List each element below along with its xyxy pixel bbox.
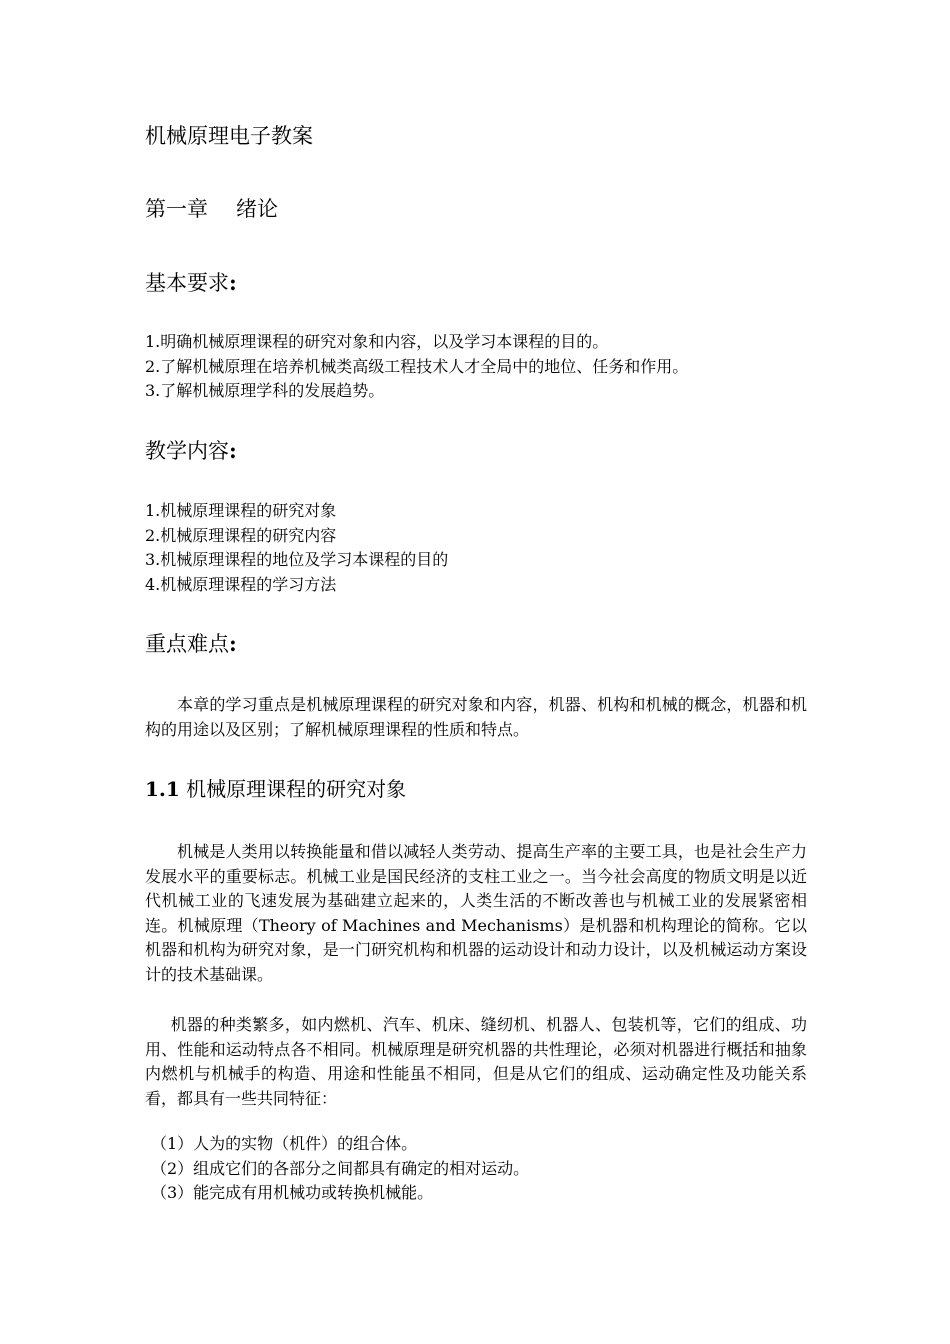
chapter-number: 第一章: [145, 197, 208, 221]
section-1-1-paragraph-1: 机械是人类用以转换能量和借以减轻人类劳动、提高生产率的主要工具，也是社会生产力发展水平的重要标志。机械工业是国民经济的支柱工业之一。当今社会高度的物质文明是以近代机械工业的飞速发展为基础建立起来的，人类生活的不断改善也与机械工业的发展紧密相连。机械原理（Theory of Machines and Mechanisms）是机器和机构理论的简称。它以机器和机构为研究对象，是一门研究机构和机器的运动设计和动力设计，以及机械运动方案设计的技术基础课。: [145, 842, 807, 984]
section-1-1-heading: [145, 775, 807, 803]
list-item: 1.明确机械原理课程的研究对象和内容，以及学习本课程的目的。: [145, 332, 609, 351]
teaching-content-list: [145, 499, 807, 597]
chapter-title: [145, 195, 807, 223]
common-features-list: [145, 1132, 807, 1206]
key-points-heading: [145, 630, 807, 658]
list-item: （2）组成它们的各部分之间都具有确定的相对运动。: [151, 1158, 530, 1178]
list-item: 3.机械原理课程的地位及学习本课程的目的: [145, 550, 449, 569]
basic-requirements-heading: [145, 269, 807, 297]
basic-requirements-heading-text: 基本要求: [145, 271, 229, 295]
list-item: 2.机械原理课程的研究内容: [145, 525, 337, 545]
heading-colon: :: [229, 438, 237, 463]
document-title: 机械原理电子教案: [145, 124, 313, 148]
section-title: 机械原理课程的研究对象: [186, 777, 407, 801]
heading-colon: :: [229, 631, 237, 656]
chapter-name: 绪论: [236, 197, 278, 221]
basic-requirements-list: [145, 330, 807, 404]
list-item: 3.了解机械原理学科的发展趋势。: [145, 381, 385, 400]
section-1-1-paragraph-2: 机器的种类繁多，如内燃机、汽车、机床、缝纫机、机器人、包装机等，它们的组成、功用、性能和运动特点各不相同。机械原理是研究机器的共性理论，必须对机器进行概括和抽象 内燃机与机械手的构造、用途和性能虽不相同，但是从它们的组成、运动确定性及功能关系看，都具有一些共同特征：: [145, 1015, 807, 1108]
list-item: 4.机械原理课程的学习方法: [145, 574, 337, 594]
teaching-content-heading: [145, 437, 807, 465]
list-item: （1）人为的实物（机件）的组合体。: [151, 1134, 418, 1153]
teaching-content-heading-text: 教学内容: [145, 439, 229, 463]
list-item: 2.了解机械原理在培养机械类高级工程技术人才全局中的地位、任务和作用。: [145, 356, 689, 376]
key-points-heading-text: 重点难点: [145, 632, 229, 656]
list-item: 1.机械原理课程的研究对象: [145, 501, 337, 520]
key-points-paragraph: 本章的学习重点是机械原理课程的研究对象和内容，机器、机构和机械的概念，机器和机构的用途以及区别；了解机械原理课程的性质和特点。: [145, 695, 807, 739]
heading-colon: :: [229, 270, 237, 295]
section-number: 1.1: [145, 777, 180, 801]
list-item: （3）能完成有用机械功或转换机械能。: [151, 1183, 434, 1202]
